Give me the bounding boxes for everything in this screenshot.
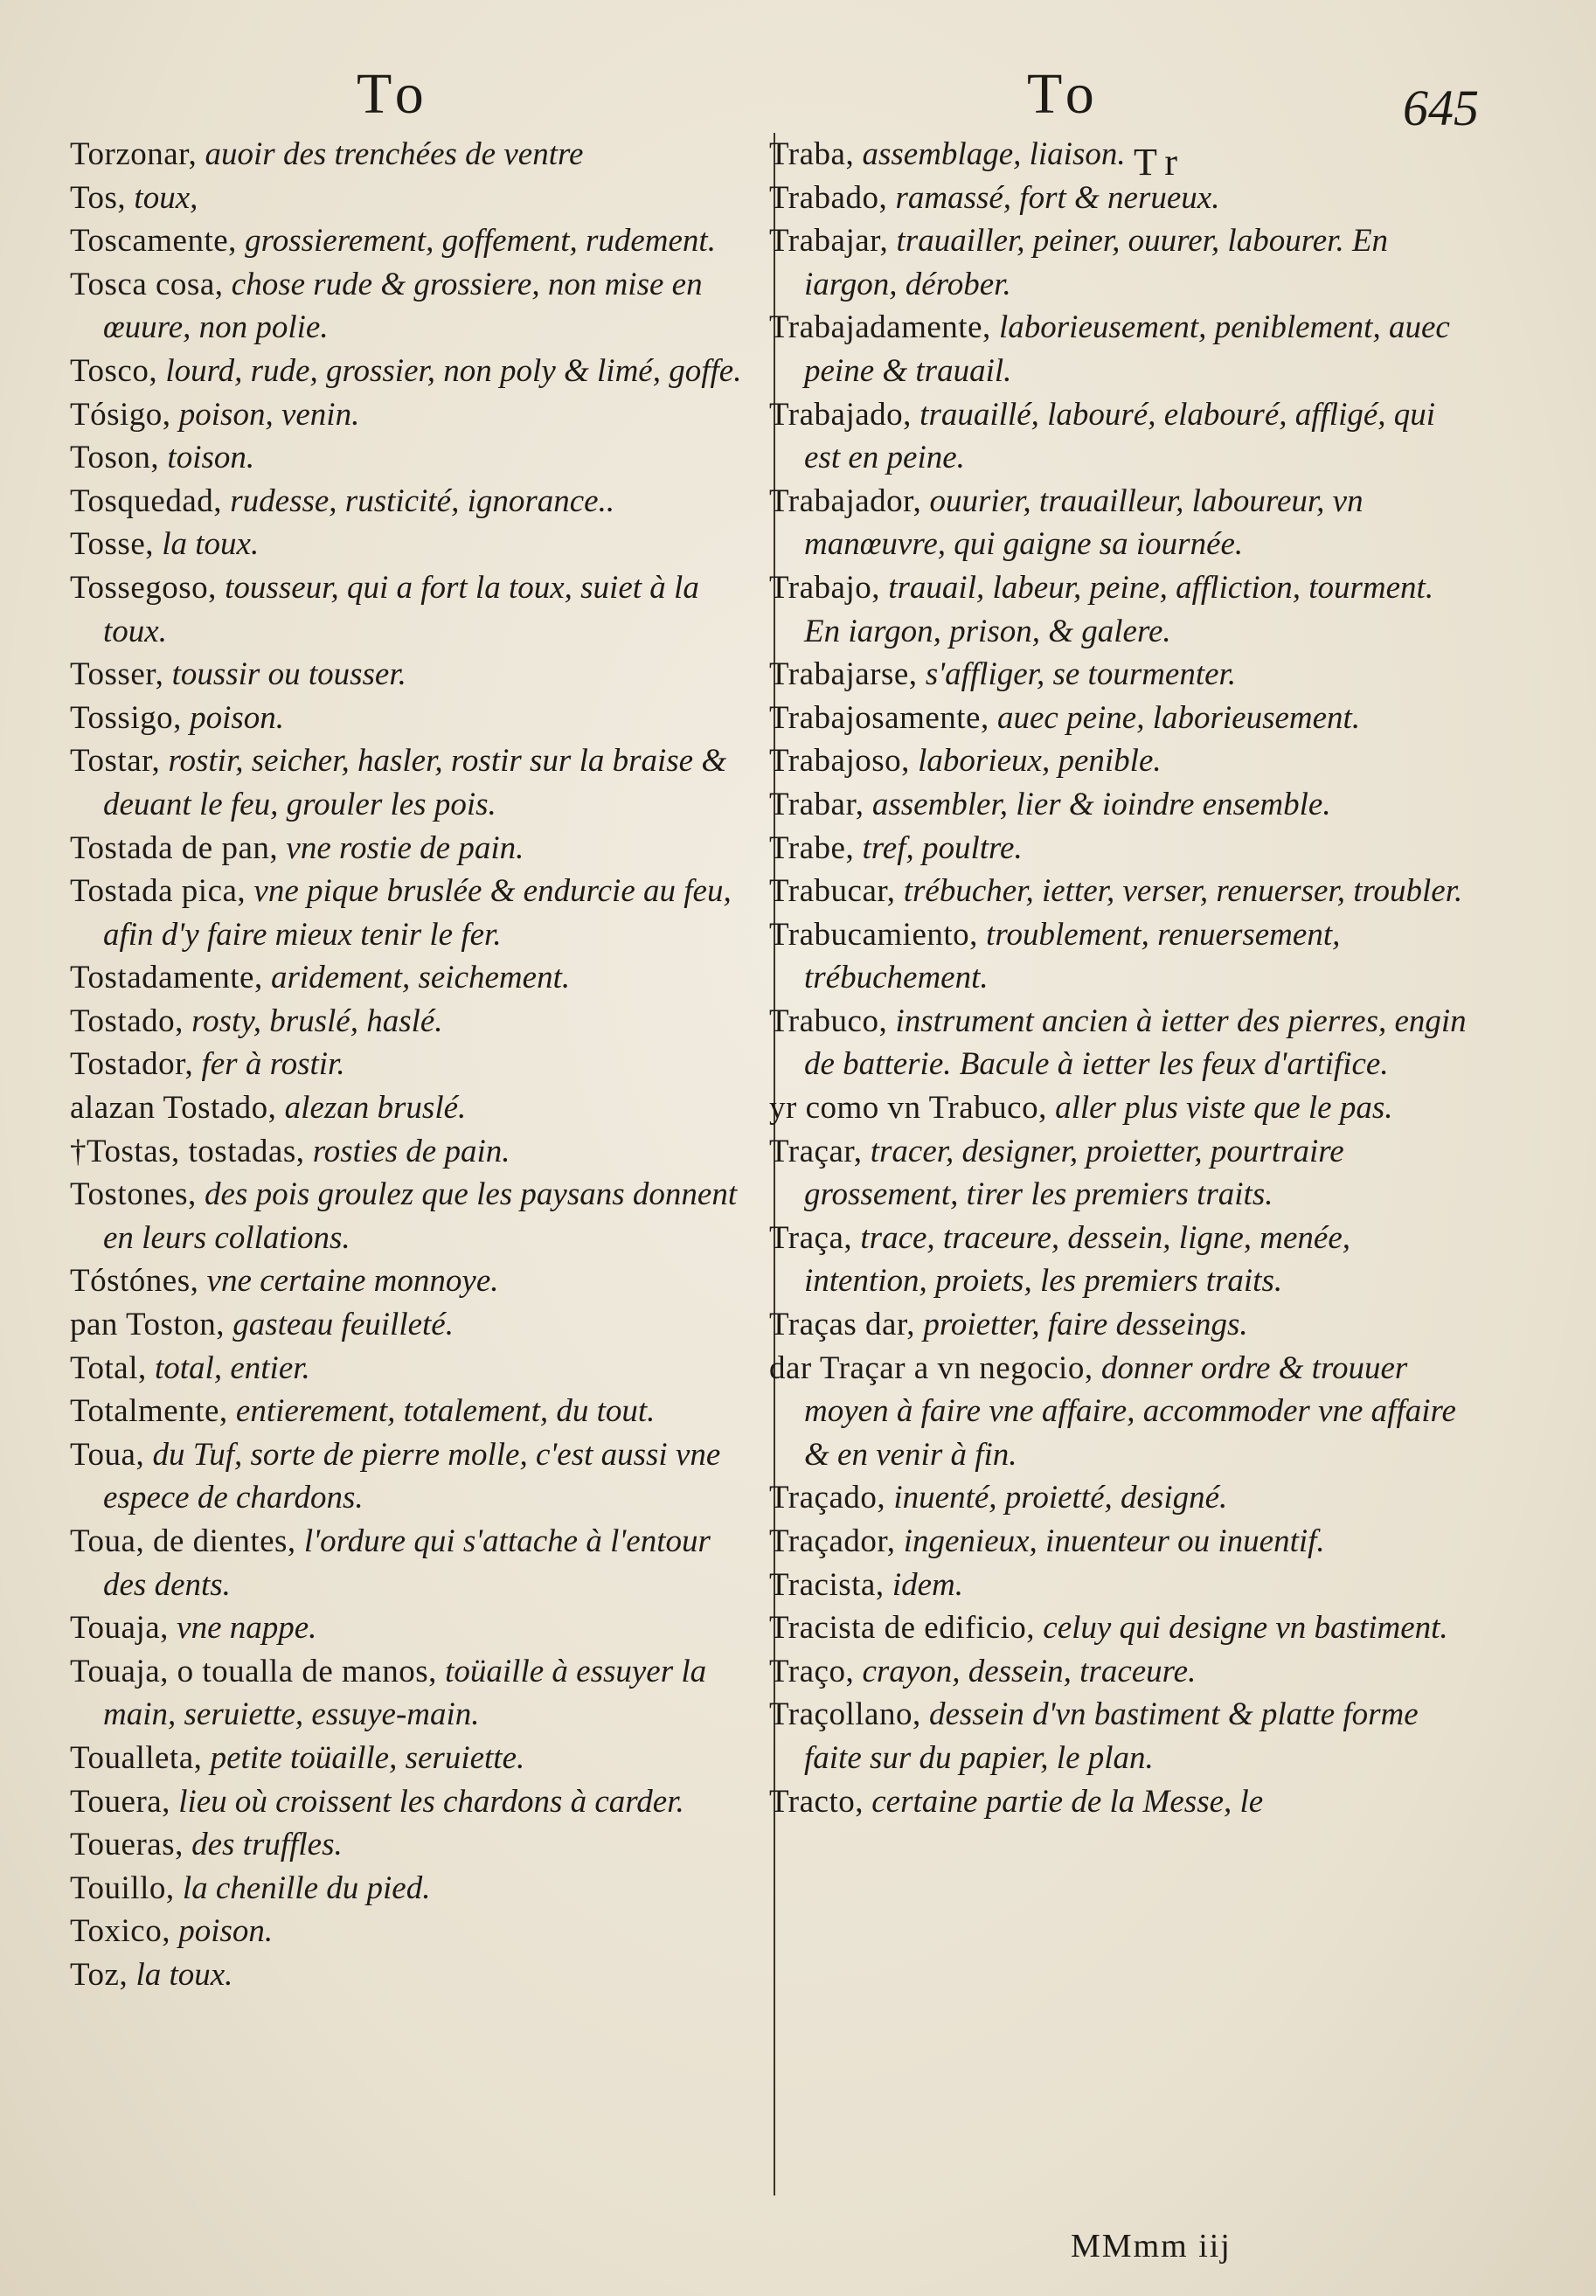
entry-definition: certaine partie de la Messe, le [871,1783,1264,1820]
entry-headword: Traçollano, [769,1696,921,1733]
entry-definition: auoir des trenchées de ventre [205,136,584,172]
dictionary-entry [769,219,1475,306]
dictionary-entry [70,219,760,263]
entry-definition: la toux. [135,1956,233,1993]
entry-definition: gasteau feuilleté. [232,1307,454,1343]
dictionary-entry [70,1780,760,1824]
dictionary-entry [70,436,760,480]
dictionary-entry [769,1130,1475,1217]
entry-headword: Traça, [769,1219,853,1256]
dictionary-entry [70,480,760,524]
entry-headword: Traçar, [769,1133,863,1169]
entry-headword: Total, [70,1349,147,1386]
entry-definition: crayon, dessein, traceure. [862,1653,1197,1689]
entry-definition: la chenille du pied. [182,1869,431,1906]
entry-headword: †Tostas, tostadas, [70,1133,305,1169]
entry-definition: vne certaine monnoye. [206,1263,499,1300]
entry-definition: rostir, seicher, hasler, rostir sur la braise & deuant le feu, grouler les pois. [103,743,727,822]
entry-definition: laborieusement, peniblement, auec peine & trauail. [804,309,1450,389]
printer-signature: MMmm iij [1071,2228,1232,2265]
entry-definition: poison, venin. [178,396,360,433]
entry-headword: Touillo, [70,1869,175,1906]
entry-headword: dar Traçar a vn negocio, [769,1349,1093,1386]
entry-headword: Trabajador, [769,482,922,519]
entry-headword: Toueras, [70,1827,184,1863]
entry-definition: proietter, faire desseings. [923,1307,1248,1343]
dictionary-entry [70,263,760,350]
entry-headword: Toscamente, [70,223,237,260]
entry-definition: la toux. [162,526,260,563]
entry-definition: vne rostie de pain. [286,829,524,866]
entry-headword: Toxico, [70,1913,170,1950]
entry-headword: Tossigo, [70,699,182,736]
entry-definition: entierement, totalement, du tout. [235,1393,656,1430]
entry-headword: Tóstónes, [70,1263,199,1300]
entry-headword: Trabajar, [769,223,889,260]
entry-headword: yr como vn Trabuco, [769,1090,1047,1127]
dictionary-entry [769,393,1475,480]
dictionary-entry [70,1303,760,1347]
entry-headword: Toz, [70,1956,128,1993]
entry-definition: toussir ou tousser. [171,656,406,693]
entry-definition: s'affliger, se tourmenter. [925,656,1237,693]
dictionary-entry [769,306,1475,392]
dictionary-entry [70,1433,760,1520]
dictionary-entry [769,1000,1475,1086]
dictionary-entry [769,566,1475,653]
entry-definition: des truffles. [191,1827,343,1863]
entry-headword: Tosse, [70,526,154,563]
entry-headword: Trabajadamente, [769,309,991,346]
dictionary-entry [70,393,760,437]
left-column [70,133,760,1997]
dictionary-entry [70,1130,760,1174]
entry-headword: Tostones, [70,1176,197,1213]
dictionary-entry [70,177,760,220]
entry-definition: total, entier. [155,1349,310,1386]
entry-headword: Toson, [70,440,160,476]
entry-headword: Trabajado, [769,396,912,433]
dictionary-entry [769,1347,1475,1477]
entry-headword: Tosquedad, [70,482,223,519]
dictionary-entry [70,1823,760,1867]
running-head-left: To [357,62,431,126]
entry-definition: vne nappe. [177,1610,317,1647]
dictionary-entry [70,1650,760,1737]
entry-definition: alezan bruslé. [284,1090,467,1127]
dictionary-entry [769,1564,1475,1607]
entry-headword: Trabado, [769,179,888,216]
entry-definition: assemblage, liaison. [862,136,1126,172]
dictionary-entry [70,1000,760,1044]
dictionary-entry [769,1606,1475,1650]
dictionary-entry [769,177,1475,220]
entry-headword: Tracto, [769,1783,864,1820]
entry-definition: assembler, lier & ioindre ensemble. [871,786,1331,822]
dictionary-entry [70,1520,760,1606]
dictionary-entry [769,1476,1475,1520]
entry-definition: chose rude & grossiere, non mise en œuure, non polie. [103,266,703,346]
dictionary-entry [70,870,760,956]
dictionary-entry [769,1217,1475,1303]
entry-headword: Touaja, o toualla de manos, [70,1653,437,1689]
dictionary-entry [769,1780,1475,1824]
entry-headword: Tostado, [70,1002,184,1039]
dictionary-entry [769,1303,1475,1347]
entry-headword: Tostador, [70,1046,194,1083]
dictionary-entry [70,827,760,871]
dictionary-entry [70,133,760,177]
entry-headword: Trabuco, [769,1002,888,1039]
dictionary-entry [769,739,1475,783]
entry-headword: Trabar, [769,786,864,822]
entry-definition: fer à rostir. [201,1046,345,1083]
running-head-right: To [1027,62,1101,126]
entry-headword: Totalmente, [70,1393,228,1430]
entry-definition: ramassé, fort & neruеux. [895,179,1220,216]
entry-headword: Tossegoso, [70,569,217,606]
entry-headword: Tósigo, [70,396,171,433]
dictionary-entry [70,1867,760,1911]
entry-headword: Tos, [70,179,127,216]
entry-headword: Toua, [70,1436,145,1473]
entry-definition: tref, poultre. [862,829,1023,866]
entry-definition: tracer, designer, proietter, pourtraire grossement, tirer les premiers traits. [804,1133,1344,1213]
dictionary-entry [769,1520,1475,1564]
entry-definition: trébucher, ietter, verser, renuerser, troubler. [903,873,1463,910]
dictionary-entry [769,913,1475,1000]
entry-definition: des pois groulez que les paysans donnent en leurs collations. [103,1176,738,1256]
entry-headword: Trabucamiento, [769,916,978,953]
dictionary-entry [70,350,760,393]
dictionary-entry [769,870,1475,913]
dictionary-entry [769,480,1475,566]
dictionary-entry [70,1910,760,1953]
entry-headword: Toualleta, [70,1739,203,1776]
entry-headword: Tracista, [769,1566,885,1603]
entry-headword: Trabajo, [769,569,880,606]
entry-definition: toux, [134,179,198,216]
dictionary-entry [769,133,1475,177]
entry-headword: Traças dar, [769,1307,916,1343]
entry-definition: lieu où croissent les chardons à carder. [178,1783,684,1820]
entry-headword: Trabajarse, [769,656,918,693]
entry-headword: pan Toston, [70,1307,225,1343]
entry-definition: grossierement, goffement, rudement. [245,223,716,260]
entry-definition: toison. [167,440,255,476]
entry-definition: rosty, bruslé, haslé. [191,1002,443,1039]
dictionary-entry [70,1606,760,1650]
entry-headword: Tostar, [70,743,161,780]
entry-headword: Traçador, [769,1523,896,1559]
dictionary-entry [70,697,760,740]
entry-definition: petite toüaille, seruiette. [210,1739,525,1776]
entry-headword: Traçado, [769,1480,886,1516]
entry-headword: Tostada de pan, [70,829,279,866]
dictionary-entry [70,1259,760,1303]
entry-definition: troublement, renuersement, trébuchement. [804,916,1341,996]
entry-definition: auec peine, laborieusement. [996,699,1361,736]
right-column [769,133,1475,1823]
entry-definition: aridement, seichement. [270,960,571,996]
entry-headword: Trabucar, [769,873,896,910]
entry-definition: du Tuf, sorte de pierre molle, c'est aussi vne espece de chardons. [103,1436,721,1516]
entry-definition: inuenté, proietté, designé. [893,1480,1228,1516]
entry-definition: rudesse, rusticité, ignorance.. [230,482,615,519]
dictionary-entry [70,653,760,697]
entry-definition: tousseur, qui a fort la toux, suiet à la toux. [103,569,699,649]
entry-definition: ouurier, trauailleur, laboureur, vn manœuvre, qui gaigne sa iournée. [804,482,1364,563]
dictionary-entry [70,566,760,653]
entry-definition: trauailler, peiner, ouurer, labourer. En iargon, dérober. [804,223,1389,302]
entry-definition: l'ordure qui s'attache à l'entour des dents. [103,1523,711,1603]
entry-definition: laborieux, penible. [918,743,1162,780]
entry-headword: Traba, [769,136,855,172]
dictionary-entry [70,1086,760,1130]
entry-headword: Tosco, [70,352,158,389]
entry-headword: Trabe, [769,829,855,866]
entry-definition: trauaillé, labouré, elabouré, affligé, qui est en peine. [804,396,1436,476]
entry-definition: instrument ancien à ietter des pierres, engin de batterie. Bacule à ietter les feux d'artifice. [804,1002,1467,1083]
dictionary-entry [70,956,760,1000]
entry-headword: alazan Tostado, [70,1090,277,1127]
entry-definition: donner ordre & trouuer moyen à faire vne affaire, accommoder vne affaire & en venir à fin. [804,1349,1456,1473]
dictionary-entry [70,739,760,826]
entry-headword: Touera, [70,1783,170,1820]
entry-headword: Traço, [769,1653,855,1689]
entry-headword: Tostada pica, [70,873,246,910]
page-number: 645 [1403,80,1479,136]
entry-definition: ingenieux, inuenteur ou inuentif. [903,1523,1325,1559]
dictionary-entry [769,1086,1475,1130]
entry-headword: Toua, de dientes, [70,1523,296,1559]
entry-headword: Tosser, [70,656,164,693]
entry-definition: celuy qui designe vn bastiment. [1043,1610,1448,1647]
entry-definition: idem. [892,1566,964,1603]
entry-definition: dessein d'vn bastiment & platte forme faite sur du papier, le plan. [804,1696,1419,1776]
dictionary-entry [769,1693,1475,1779]
dictionary-entry [70,1347,760,1391]
entry-headword: Trabajosamente, [769,699,989,736]
entry-definition: vne pique bruslée & endurcie au feu, afin d'y faire mieux tenir le fer. [103,873,732,953]
dictionary-entry [70,1173,760,1259]
dictionary-entry [70,1953,760,1997]
entry-headword: Touaja, [70,1610,169,1647]
entry-headword: Tosca cosa, [70,266,224,302]
entry-headword: Trabajoso, [769,743,910,780]
dictionary-entry [769,827,1475,871]
entry-definition: poison. [178,1913,274,1950]
entry-headword: Tracista de edificio, [769,1610,1036,1647]
dictionary-entry [769,653,1475,697]
entry-definition: poison. [190,699,285,736]
dictionary-entry [769,697,1475,740]
entry-headword: Tostadamente, [70,960,263,996]
entry-definition: trauail, labeur, peine, affliction, tourment. En iargon, prison, & galere. [804,569,1434,649]
entry-definition: rosties de pain. [312,1133,510,1169]
entry-headword: Torzonar, [70,136,198,172]
entry-definition: toüaille à essuyer la main, seruiette, essuye-main. [103,1653,707,1733]
section-subheading: Tr [1134,141,1186,184]
dictionary-entry [769,1650,1475,1694]
dictionary-entry [70,1390,760,1433]
entry-definition: trace, traceure, dessein, ligne, menée, intention, proiets, les premiers traits. [804,1219,1351,1300]
dictionary-entry [70,523,760,566]
dictionary-entry [769,783,1475,827]
dictionary-entry [70,1043,760,1086]
entry-definition: aller plus viste que le pas. [1055,1090,1393,1127]
dictionary-entry [70,1737,760,1780]
entry-definition: lourd, rude, grossier, non poly & limé, goffe. [165,352,742,389]
